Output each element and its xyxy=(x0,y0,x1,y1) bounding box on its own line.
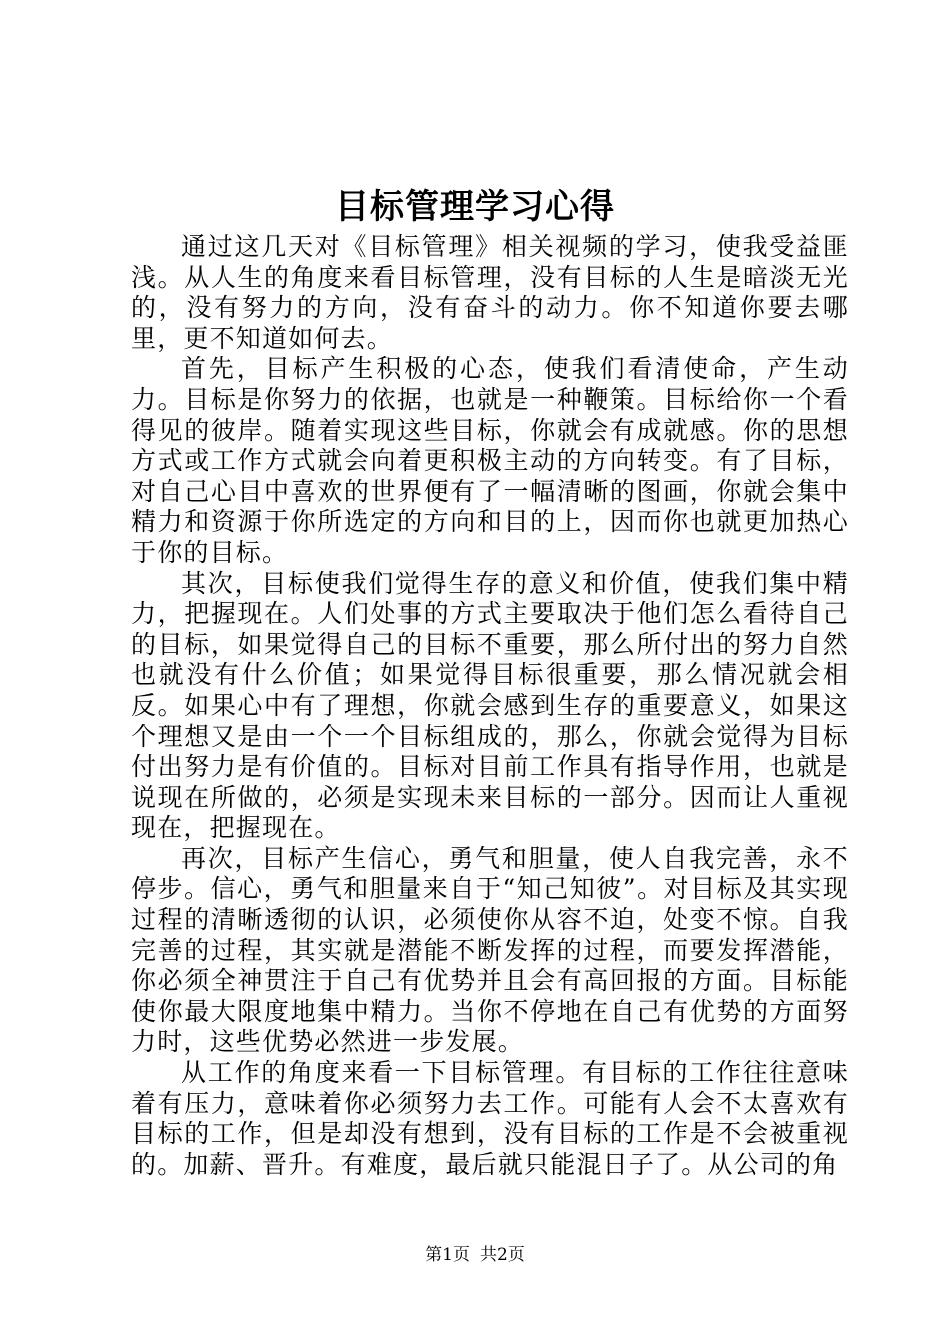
page-footer xyxy=(0,1243,950,1267)
paragraph-1: 通过这几天对《目标管理》相关视频的学习，使我受益匪浅。从人生的角度来看目标管理，没有目标的人生是暗淡无光的，没有努力的方向，没有奋斗的动力。你不知道你要去哪里，更不知道如何去。 xyxy=(131,232,849,353)
page-total: 共2页 xyxy=(480,1245,525,1265)
paragraph-4: 再次，目标产生信心，勇气和胆量，使人自我完善，永不停步。信心，勇气和胆量来自于“知己知彼”。对目标及其实现过程的清晰透彻的认识，必须使你从容不迫，处变不惊。自我完善的过程，其实就是潜能不断发挥的过程，而要发挥潜能，你必须全神贯注于自己有优势并且会有高回报的方面。目标能使你最大限度地集中精力。当你不停地在自己有优势的方面努力时，这些优势必然进一步发展。 xyxy=(131,843,849,1057)
paragraph-3: 其次，目标使我们觉得生存的意义和价值，使我们集中精力，把握现在。人们处事的方式主要取决于他们怎么看待自己的目标，如果觉得自己的目标不重要，那么所付出的努力自然也就没有什么价值；如果觉得目标很重要，那么情况就会相反。如果心中有了理想，你就会感到生存的重要意义，如果这个理想又是由一个一个目标组成的，那么，你就会觉得为目标付出努力是有价值的。目标对目前工作具有指导作用，也就是说现在所做的，必须是实现未来目标的一部分。因而让人重视现在，把握现在。 xyxy=(131,568,849,843)
page-number: 第1页 xyxy=(425,1245,470,1265)
paragraph-2: 首先，目标产生积极的心态，使我们看清使命，产生动力。目标是你努力的依据，也就是一种鞭策。目标给你一个看得见的彼岸。随着实现这些目标，你就会有成就感。你的思想方式或工作方式就会向着更积极主动的方向转变。有了目标，对自己心目中喜欢的世界便有了一幅清晰的图画，你就会集中精力和资源于你所选定的方向和目的上，因而你也就更加热心于你的目标。 xyxy=(131,354,849,567)
paragraph-5: 从工作的角度来看一下目标管理。有目标的工作往往意味着有压力，意味着你必须努力去工作。可能有人会不太喜欢有目标的工作，但是却没有想到，没有目标的工作是不会被重视的。加薪、晋升。有难度，最后就只能混日子了。从公司的角 xyxy=(131,1058,849,1179)
document-body xyxy=(131,232,849,1180)
document-title: 目标管理学习心得 xyxy=(335,187,615,227)
